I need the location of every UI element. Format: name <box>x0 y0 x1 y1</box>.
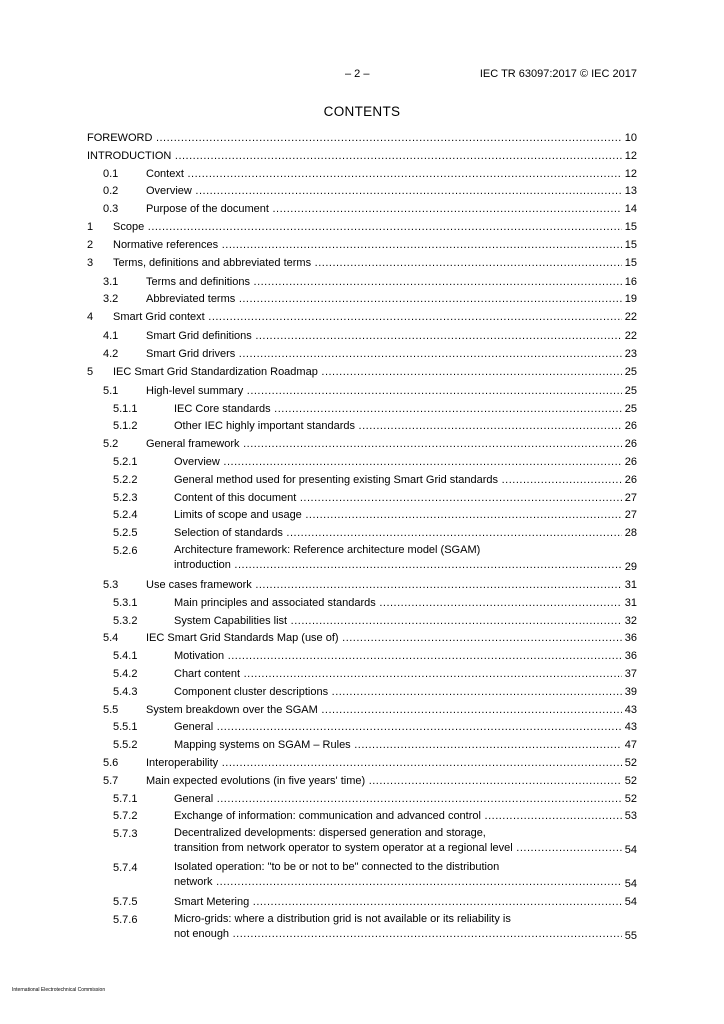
toc-entry[interactable] <box>0 860 724 892</box>
toc-entry-title-line2: transition from network operator to system operator at a regional level ..... <box>174 841 622 856</box>
toc-entry[interactable] <box>0 309 724 325</box>
toc-entry-page-number: 26 <box>622 472 637 488</box>
toc-entry[interactable] <box>0 183 724 199</box>
toc-entry-page-number: 16 <box>622 274 637 290</box>
toc-entry-title: Smart Grid context ..... <box>113 309 622 325</box>
toc-entry-page-number: 43 <box>622 702 637 718</box>
toc-entry-number: 3 <box>87 256 94 269</box>
toc-entry[interactable] <box>0 912 724 944</box>
toc-entry[interactable] <box>0 383 724 399</box>
toc-entry-number: 5.2.6 <box>113 545 138 557</box>
toc-entry-page-number: 15 <box>622 219 637 235</box>
toc-entry-page-number: 29 <box>622 559 637 575</box>
toc-entry-page-number: 12 <box>622 148 637 164</box>
toc-entry-title: High-level summary ..... <box>146 383 622 399</box>
toc-entry-number: 5.2.1 <box>113 456 138 468</box>
toc-entry-title <box>174 826 622 858</box>
toc-entry-number: 5.2.3 <box>113 491 138 504</box>
toc-entry-number: 5.7 <box>103 774 119 787</box>
toc-entry[interactable] <box>0 255 724 271</box>
toc-entry-title: FOREWORD ..... <box>87 130 622 146</box>
toc-entry-number: 2 <box>87 238 94 251</box>
toc-entry-title-line2: not enough ..... <box>174 927 622 942</box>
toc-entry[interactable] <box>0 702 724 718</box>
toc-entry-number: 4.2 <box>103 348 119 360</box>
toc-entry-title-line2: introduction ..... <box>174 558 622 573</box>
toc-entry-page-number: 26 <box>622 454 637 470</box>
toc-entry-number: 5.6 <box>103 757 119 769</box>
toc-entry[interactable] <box>0 472 724 488</box>
toc-entry-title-line1: Micro-grids: where a distribution grid is not available or its reliability is <box>174 913 511 925</box>
toc-entry-page-number: 31 <box>622 595 637 611</box>
toc-entry-number: 5.7.1 <box>113 792 138 805</box>
toc-entry-page-number: 15 <box>622 237 637 253</box>
toc-entry-number: 3.2 <box>103 293 119 306</box>
toc-entry-page-number: 25 <box>622 364 637 380</box>
toc-entry-number: 5.5.2 <box>113 739 138 752</box>
toc-entry-page-number: 47 <box>622 737 637 753</box>
toc-entry[interactable] <box>0 418 724 434</box>
toc-entry-page-number: 22 <box>622 309 637 325</box>
toc-entry-title: Mapping systems on SGAM – Rules ..... <box>174 737 622 753</box>
toc-entry-title: IEC Core standards ..... <box>174 401 622 417</box>
toc-entry-page-number: 55 <box>622 928 637 944</box>
toc-entry-page-number: 27 <box>622 507 637 523</box>
toc-entry[interactable] <box>0 543 724 575</box>
toc-entry-number: 4.1 <box>103 330 119 343</box>
toc-entry-page-number: 54 <box>622 876 637 892</box>
toc-entry[interactable] <box>0 826 724 858</box>
toc-entry-title: Use cases framework ..... <box>146 577 622 593</box>
toc-entry-number: 5.4.1 <box>113 650 138 663</box>
toc-entry-title: Terms and definitions ..... <box>146 274 622 290</box>
toc-entry-number: 5.4 <box>103 632 119 645</box>
toc-entry-title: General ..... <box>174 719 622 735</box>
toc-entry-number: 4 <box>87 311 94 324</box>
page-title: CONTENTS <box>323 104 401 119</box>
toc-entry-number: 5.2.5 <box>113 527 138 540</box>
toc-entry-page-number: 31 <box>622 577 637 593</box>
toc-entry-number: 5.1.2 <box>113 420 138 433</box>
toc-entry-number: 5.5.1 <box>113 721 138 734</box>
toc-entry-number: 5.3.1 <box>113 596 138 609</box>
toc-entry-number: 0.2 <box>103 185 119 198</box>
toc-entry-page-number: 15 <box>622 255 637 271</box>
toc-entry-title <box>174 912 622 944</box>
toc-entry-title: General ..... <box>174 791 622 807</box>
toc-entry-title: Scope ..... <box>113 219 622 235</box>
toc-entry-number: 5.7.5 <box>113 896 138 909</box>
toc-entry-page-number: 37 <box>622 666 637 682</box>
toc-entry[interactable] <box>0 454 724 470</box>
toc-entry-page-number: 36 <box>622 648 637 664</box>
toc-entry[interactable] <box>0 490 724 506</box>
toc-entry-number: 5.2.2 <box>113 473 138 486</box>
toc-entry-page-number: 13 <box>622 183 637 199</box>
toc-entry[interactable] <box>0 737 724 753</box>
toc-entry-title: Smart Grid definitions ..... <box>146 328 622 344</box>
toc-entry-page-number: 52 <box>622 773 637 789</box>
toc-entry-page-number: 19 <box>622 291 637 307</box>
toc-entry[interactable] <box>0 507 724 523</box>
toc-entry-title: Other IEC highly important standards ..... <box>174 418 622 434</box>
toc-entry-title: Chart content ..... <box>174 666 622 682</box>
toc-entry-number: 5.7.2 <box>113 810 138 823</box>
toc-entry-title: Context ..... <box>146 166 622 182</box>
toc-entry-page-number: 25 <box>622 383 637 399</box>
toc-entry-title: Smart Metering ..... <box>174 894 622 910</box>
toc-entry[interactable] <box>0 401 724 417</box>
toc-entry-number: 5.5 <box>103 703 119 716</box>
toc-entry-number: 5 <box>87 365 94 378</box>
toc-entry-page-number: 39 <box>622 684 637 700</box>
toc-entry-number: 0.1 <box>103 167 119 180</box>
toc-entry[interactable] <box>0 274 724 290</box>
toc-entry-title: Component cluster descriptions ..... <box>174 684 622 700</box>
toc-entry[interactable] <box>0 755 724 771</box>
toc-entry-page-number: 32 <box>622 613 637 629</box>
toc-entry-title: Motivation ..... <box>174 648 622 664</box>
toc-entry-title: Selection of standards ..... <box>174 525 622 541</box>
toc-entry-title: System breakdown over the SGAM ..... <box>146 702 622 718</box>
toc-entry-page-number: 52 <box>622 791 637 807</box>
toc-entry-page-number: 27 <box>622 490 637 506</box>
toc-entry-number: 1 <box>87 221 94 233</box>
toc-entry-title: General framework ..... <box>146 436 622 452</box>
toc-entry-number: 5.7.6 <box>113 914 138 926</box>
toc-entry[interactable] <box>0 219 724 235</box>
toc-entry[interactable] <box>0 719 724 735</box>
toc-entry-page-number: 26 <box>622 418 637 434</box>
toc-entry-number: 5.3 <box>103 579 119 591</box>
page-header-reference: IEC TR 63097:2017 © IEC 2017 <box>479 68 637 80</box>
toc-entry[interactable] <box>0 291 724 307</box>
toc-entry-page-number: 10 <box>622 130 637 146</box>
toc-entry[interactable] <box>0 595 724 611</box>
toc-entry-title: Main expected evolutions (in five years' time) ..... <box>146 773 622 789</box>
toc-entry[interactable] <box>0 364 724 380</box>
toc-entry-title: Main principles and associated standards ..... <box>174 595 622 611</box>
toc-entry-page-number: 28 <box>622 525 637 541</box>
toc-entry-number: 5.4.2 <box>113 668 138 680</box>
toc-entry[interactable] <box>0 773 724 789</box>
toc-entry-title: System Capabilities list ..... <box>174 613 622 629</box>
toc-entry[interactable] <box>0 201 724 217</box>
toc-entry-number: 5.1.1 <box>113 402 138 415</box>
toc-entry-title: INTRODUCTION ..... <box>87 148 622 164</box>
toc-entry[interactable] <box>0 666 724 682</box>
toc-entry-page-number: 54 <box>622 842 637 858</box>
toc-entry[interactable] <box>0 328 724 344</box>
toc-entry-page-number: 26 <box>622 436 637 452</box>
toc-entry[interactable] <box>0 346 724 362</box>
toc-entry-title: Smart Grid drivers ..... <box>146 346 622 362</box>
toc-entry[interactable] <box>0 166 724 182</box>
toc-entry-number: 5.2 <box>103 438 119 451</box>
toc-entry-title: General method used for presenting existing Smart Grid standards ..... <box>174 472 622 488</box>
toc-entry-number: 5.7.3 <box>113 828 138 841</box>
toc-entry[interactable] <box>0 525 724 541</box>
toc-entry-title-line1: Decentralized developments: dispersed generation and storage, <box>174 827 486 840</box>
toc-entry-page-number: 54 <box>622 894 637 910</box>
toc-entry-page-number: 22 <box>622 328 637 344</box>
toc-entry-title: Abbreviated terms ..... <box>146 291 622 307</box>
toc-entry-title: IEC Smart Grid Standards Map (use of) ..... <box>146 630 622 646</box>
toc-entry[interactable] <box>0 436 724 452</box>
toc-entry-title: Interoperability ..... <box>146 755 622 771</box>
toc-entry[interactable] <box>0 613 724 629</box>
toc-entry-page-number: 12 <box>622 166 637 182</box>
toc-entry-title: Overview ..... <box>174 454 622 470</box>
toc-entry-number: 0.3 <box>103 203 119 216</box>
toc-entry[interactable] <box>0 148 724 164</box>
toc-entry-number: 5.4.3 <box>113 685 138 698</box>
page-header-number: – 2 – <box>345 68 370 80</box>
toc-entry[interactable] <box>0 630 724 646</box>
toc-entry-number: 5.1 <box>103 384 119 397</box>
toc-entry[interactable] <box>0 648 724 664</box>
toc-entry-title: Normative references ..... <box>113 237 622 253</box>
toc-entry-page-number: 25 <box>622 401 637 417</box>
toc-entry-page-number: 53 <box>622 808 637 824</box>
toc-entry-title: Overview ..... <box>146 183 622 199</box>
toc-entry[interactable] <box>0 684 724 700</box>
toc-entry-title: Content of this document ..... <box>174 490 622 506</box>
toc-entry-title-line1: Architecture framework: Reference architecture model (SGAM) <box>174 544 481 556</box>
toc-entry-page-number: 43 <box>622 719 637 735</box>
toc-entry-title: Limits of scope and usage ..... <box>174 507 622 523</box>
toc-entry-title: Purpose of the document ..... <box>146 201 622 217</box>
toc-entry-number: 5.3.2 <box>113 614 138 627</box>
toc-entry-number: 3.1 <box>103 275 119 288</box>
toc-entry[interactable] <box>0 237 724 253</box>
toc-entry-title-line2: network ..... <box>174 875 622 890</box>
toc-entry-title-line1: Isolated operation: "to be or not to be" connected to the distribution <box>174 861 500 874</box>
toc-entry-page-number: 36 <box>622 630 637 646</box>
footer-publisher: International Electrotechnical Commission <box>12 987 106 993</box>
toc-entry[interactable] <box>0 894 724 910</box>
toc-entry-title <box>174 860 622 892</box>
toc-entry-page-number: 52 <box>622 755 637 771</box>
toc-entry[interactable] <box>0 791 724 807</box>
toc-entry-title: Terms, definitions and abbreviated terms ..... <box>113 255 622 271</box>
toc-entry-page-number: 23 <box>622 346 637 362</box>
toc-entry-number: 5.7.4 <box>113 862 138 875</box>
toc-entry-title: Exchange of information: communication and advanced control ..... <box>174 808 622 824</box>
toc-entry[interactable] <box>0 130 724 146</box>
toc-entry-number: 5.2.4 <box>113 509 138 522</box>
toc-entry-title: IEC Smart Grid Standardization Roadmap ..... <box>113 364 622 380</box>
toc-entry[interactable] <box>0 808 724 824</box>
toc-entry-title <box>174 543 622 575</box>
toc-entry-page-number: 14 <box>622 201 637 217</box>
toc-entry[interactable] <box>0 577 724 593</box>
